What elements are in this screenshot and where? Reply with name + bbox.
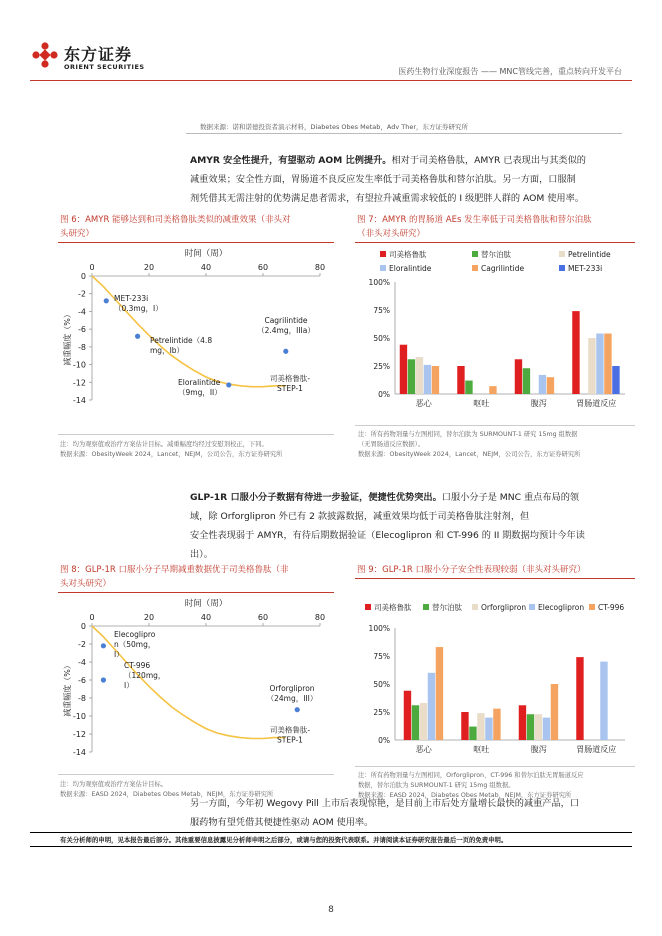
- y-tick-label: 75%: [373, 306, 390, 315]
- fig7-title-line2: （非头对头研究）: [357, 229, 426, 239]
- bar: [469, 727, 476, 740]
- legend-swatch: [529, 604, 535, 610]
- fig8-title: [60, 563, 340, 591]
- fig6-title: [60, 213, 340, 241]
- bar: [493, 709, 500, 740]
- x-tick-label: 呕吐: [473, 399, 490, 408]
- legend-label: 替尔泊肽: [481, 250, 511, 259]
- bar: [465, 381, 472, 394]
- bar: [600, 662, 607, 740]
- data-point-label: Petrelintide（4.8: [150, 336, 213, 345]
- x-tick-label: 40: [200, 263, 212, 272]
- bar: [412, 705, 419, 740]
- fig8-note-divider: [58, 774, 334, 775]
- bar: [489, 386, 496, 394]
- fig7-note-line2: （无胃肠道反应数据）。: [358, 441, 425, 448]
- bar: [424, 365, 431, 394]
- x-axis-title: 时间（周）: [184, 249, 228, 259]
- data-point-label: Elecoglipro: [114, 630, 156, 639]
- y-tick-label: -4: [78, 307, 86, 317]
- data-point: [101, 643, 106, 648]
- legend-swatch: [423, 604, 429, 610]
- legend-label: Elecoglipron: [538, 603, 585, 612]
- x-tick-label: 80: [314, 613, 326, 622]
- data-point-label: n（50mg，: [114, 640, 156, 649]
- x-tick-label: 60: [257, 263, 269, 272]
- bar: [612, 366, 619, 394]
- fig8-note: 注：均为观察值或治疗方案估计目标。: [60, 781, 168, 788]
- legend-swatch: [559, 265, 565, 271]
- fig8-source: 数据来源：EASD 2024，Diabetes Obes Metab，NEJM，东方证券研究所: [60, 791, 274, 798]
- y-tick-label: -4: [78, 658, 86, 667]
- y-tick-label: -2: [78, 640, 86, 649]
- legend-swatch: [472, 604, 478, 610]
- top-source-note: 数据来源：诺和诺德投资者演示材料，Diabetes Obes Metab，Adv Ther，东方证券研究所: [200, 123, 469, 131]
- bar: [477, 713, 484, 740]
- fig6-source: 数据来源：ObesityWeek 2024，Lancet，NEJM，公司公告，东方证券研究所: [60, 451, 283, 458]
- bar: [485, 718, 492, 740]
- legend-label: Petrelintide: [568, 250, 611, 259]
- fig7-chart: [355, 244, 637, 424]
- legend-swatch: [472, 265, 478, 271]
- y-tick-label: 25%: [373, 708, 390, 717]
- y-tick-label: 25%: [373, 362, 390, 371]
- page-number: 8: [328, 905, 334, 915]
- bar: [527, 714, 534, 740]
- y-tick-label: -10: [72, 360, 86, 370]
- fig9-note-line2: 数据，替尔泊肽为 SURMOUNT-1 研究 15mg 组数据。: [358, 782, 515, 789]
- bar: [535, 714, 542, 740]
- x-axis-title: 时间（周）: [184, 599, 228, 609]
- paragraph-amyr-line1: 相对于司美格鲁肽，AMYR 已表现出与其类似的: [391, 155, 586, 166]
- x-tick-label: 恶心: [415, 399, 432, 408]
- x-tick-label: 胃肠道反应: [576, 745, 617, 754]
- legend-label: Orforglipron: [481, 603, 527, 612]
- paragraph-glp1-line2: 域，除 Orforglipron 外已有 2 款披露数据，减重效果均低于司美格鲁肽注射剂，但: [190, 511, 530, 522]
- y-tick-label: 100%: [368, 624, 390, 633]
- data-point-label: Eloralintide: [178, 378, 221, 387]
- y-tick-label: -10: [72, 712, 86, 721]
- data-point-label: （0.3mg，I）: [114, 304, 163, 313]
- legend-label: 司美格鲁肽: [374, 603, 412, 612]
- legend-label: 替尔泊肽: [432, 603, 462, 612]
- paragraph-glp1-bold: GLP-1R 口服小分子数据有待进一步验证，便捷性优势突出。: [190, 492, 442, 503]
- bar: [428, 673, 435, 740]
- report-title: 医药生物行业深度报告 —— MNC管线完善，重点转向开发平台: [398, 67, 622, 76]
- x-tick-label: 腹泻: [530, 399, 547, 408]
- x-tick-label: 80: [314, 263, 326, 272]
- disclaimer: 有关分析师的申明，见本报告最后部分。其他重要信息披露见分析师申明之后部分，或请与您的投资代表联系。并请阅读本证券研究报告最后一页的免责申明。: [60, 836, 508, 844]
- fig7-title-line1: 图 7：AMYR 的胃肠道 AEs 发生率低于司美格鲁肽和替尔泊肽: [357, 215, 592, 225]
- paragraph-glp1-line3: 安全性表现弱于 AMYR，有待后期数据验证（Elecoglipron 和 CT-996 的 II 期数据均预计今年读: [190, 530, 585, 541]
- data-point: [104, 298, 109, 303]
- paragraph-wegovy-line1: 另一方面，今年初 Wegovy Pill 上市后表现惊艳，是目前上市后处方量增长最快的减重产品，口: [190, 798, 580, 809]
- bar: [543, 718, 550, 740]
- y-tick-label: 0: [80, 272, 86, 281]
- data-point-label: （24mg，III）: [266, 694, 318, 703]
- bar: [539, 375, 546, 394]
- header-divider: [30, 80, 632, 81]
- bar: [420, 703, 427, 740]
- fig7-title-divider: [355, 242, 635, 243]
- x-tick-label: 腹泻: [530, 745, 547, 754]
- paragraph-amyr: [190, 151, 620, 208]
- y-tick-label: 100%: [368, 278, 390, 287]
- x-tick-label: 20: [143, 613, 155, 622]
- y-tick-label: 75%: [373, 652, 390, 661]
- bar: [551, 684, 558, 740]
- data-point-label: Orforglipron: [269, 684, 315, 693]
- y-tick-label: 0%: [378, 390, 390, 399]
- fig9-title-line1: 图 9：GLP-1R 口服小分子安全性表现较弱（非头对头研究）: [357, 565, 586, 575]
- y-axis-title: 减重幅度（%）: [63, 310, 72, 366]
- data-point-label: CT-996: [124, 661, 151, 670]
- fig6-title-line2: 头研究）: [60, 229, 95, 239]
- bar: [400, 345, 407, 394]
- curve-label: 司美格鲁肽-: [269, 373, 311, 383]
- curve-label: 司美格鲁肽-: [269, 725, 311, 735]
- bar: [515, 359, 522, 394]
- curve-label: STEP-1: [277, 383, 303, 393]
- x-tick-label: 20: [143, 263, 155, 272]
- y-axis-title: 减重幅度（%）: [63, 661, 72, 717]
- x-tick-label: 恶心: [415, 745, 432, 754]
- x-tick-label: 0: [89, 263, 95, 272]
- fig6-title-divider: [58, 242, 334, 243]
- curve-label: STEP-1: [277, 735, 303, 745]
- legend-swatch: [380, 251, 386, 257]
- paragraph-wegovy: [190, 794, 620, 832]
- fig6-note: 注：均为观察值或治疗方案估计目标。减重幅度均经过安慰剂校正，下同。: [60, 441, 268, 448]
- top-source-divider: [186, 133, 622, 134]
- fig6-note-divider: [58, 434, 334, 435]
- paragraph-glp1: [190, 488, 620, 564]
- fig8-chart: [58, 594, 338, 772]
- fig7-note-divider: [355, 425, 635, 426]
- data-point-label: MET-233i: [114, 294, 149, 303]
- fig7-notes: [358, 430, 638, 460]
- bar: [547, 377, 554, 394]
- y-tick-label: -6: [78, 676, 86, 685]
- logo-text-cn: 东方证券: [64, 45, 133, 64]
- y-tick-label: 50%: [373, 334, 390, 343]
- y-tick-label: 0%: [378, 736, 390, 745]
- bar: [596, 334, 603, 394]
- bar: [436, 647, 443, 740]
- paragraph-amyr-line2: 减重效果；安全性方面，胃肠道不良反应发生率低于司美格鲁肽和替尔泊肽。另一方面，口服制: [190, 174, 576, 185]
- orient-logo-icon: [32, 42, 58, 68]
- legend-label: Eloralintide: [389, 264, 432, 273]
- fig9-note-line1: 注：所有药物剂量与左图相同，Orforglipron、CT-996 和替尔泊肽无胃肠道反应: [358, 772, 584, 779]
- fig9-source: 数据来源：EASD 2024，Diabetes Obes Metab，NEJM，东方证券研究所: [358, 792, 572, 799]
- data-point-label: （120mg，: [124, 671, 166, 680]
- data-point-label: Cagrilintide: [264, 316, 308, 325]
- legend-swatch: [472, 251, 478, 257]
- fig6-chart: [58, 244, 338, 434]
- fig9-title: [357, 563, 637, 577]
- y-tick-label: -2: [78, 289, 86, 299]
- footer-divider-top: [30, 832, 632, 833]
- bar: [576, 657, 583, 740]
- x-tick-label: 40: [200, 613, 212, 622]
- legend-swatch: [380, 265, 386, 271]
- y-tick-label: -8: [78, 342, 86, 352]
- legend-swatch: [559, 251, 565, 257]
- fig7-source: 数据来源：ObesityWeek 2024，Lancet，NEJM，公司公告，东方证券研究所: [358, 451, 581, 458]
- data-point-label: mg，Ib）: [150, 346, 185, 355]
- footer-divider-bottom: [30, 846, 632, 847]
- y-tick-label: -6: [78, 325, 86, 335]
- data-point-label: I）: [124, 681, 134, 690]
- bar: [457, 366, 464, 394]
- data-point: [283, 349, 288, 354]
- data-point: [135, 334, 140, 339]
- fig9-chart: [355, 590, 637, 766]
- data-point: [101, 677, 106, 682]
- paragraph-glp1-line1: 口服小分子是 MNC 重点布局的领: [441, 492, 580, 503]
- y-tick-label: -14: [72, 748, 86, 757]
- y-tick-label: 0: [80, 622, 86, 631]
- legend-label: Cagrilintide: [481, 264, 525, 273]
- legend-label: MET-233i: [568, 264, 603, 273]
- fig8-title-line2: 头对头研究）: [60, 579, 112, 589]
- paragraph-amyr-line3: 剂凭借其无需注射的优势满足患者需求，有望拉升减重需求较低的 I 级肥胖人群的 AOM 使用率。: [190, 193, 584, 204]
- legend-swatch: [589, 604, 595, 610]
- y-tick-label: -12: [72, 378, 86, 388]
- paragraph-glp1-line4: 出）。: [190, 549, 213, 560]
- x-tick-label: 呕吐: [473, 745, 490, 754]
- bar: [588, 338, 595, 394]
- data-point-label: （9mg，II）: [178, 388, 222, 397]
- bar: [432, 366, 439, 394]
- bar: [519, 705, 526, 740]
- fig6-title-line1: 图 6：AMYR 能够达到和司美格鲁肽类似的减重效果（非头对: [60, 215, 291, 225]
- data-point-label: I）: [114, 650, 124, 659]
- bar: [416, 357, 423, 394]
- logo-text-en: ORIENT SECURITIES: [64, 63, 145, 71]
- x-tick-label: 0: [89, 613, 95, 622]
- y-tick-label: 50%: [373, 680, 390, 689]
- fig9-title-divider: [355, 578, 635, 579]
- bar: [523, 368, 530, 394]
- paragraph-wegovy-line2: 服药物有望凭借其便捷性驱动 AOM 使用率。: [190, 817, 374, 828]
- bar: [572, 311, 579, 394]
- y-tick-label: -12: [72, 730, 86, 739]
- legend-label: CT-996: [598, 603, 625, 612]
- data-point: [226, 382, 231, 387]
- bar: [461, 712, 468, 740]
- y-tick-label: -14: [72, 396, 86, 405]
- fig7-title: [357, 213, 637, 241]
- fig7-note-line1: 注：所有药物剂量与左图相同，替尔泊肽为 SURMOUNT-1 研究 15mg 组数据: [358, 431, 578, 438]
- x-tick-label: 60: [257, 613, 269, 622]
- paragraph-amyr-bold: AMYR 安全性提升，有望驱动 AOM 比例提升。: [190, 155, 392, 166]
- data-point: [295, 707, 300, 712]
- y-tick-label: -8: [78, 694, 86, 703]
- bar: [408, 359, 415, 394]
- data-point-label: （2.4mg，IIIa）: [257, 326, 315, 335]
- bar: [404, 691, 411, 740]
- bar: [604, 334, 611, 394]
- fig8-title-divider: [58, 592, 334, 593]
- legend-swatch: [365, 604, 371, 610]
- legend-label: 司美格鲁肽: [389, 250, 427, 259]
- fig9-note-divider: [355, 766, 635, 767]
- x-tick-label: 胃肠道反应: [576, 399, 617, 408]
- fig8-title-line1: 图 8：GLP-1R 口服小分子早期减重数据优于司美格鲁肽（非: [60, 565, 289, 575]
- fig6-notes: [60, 440, 340, 460]
